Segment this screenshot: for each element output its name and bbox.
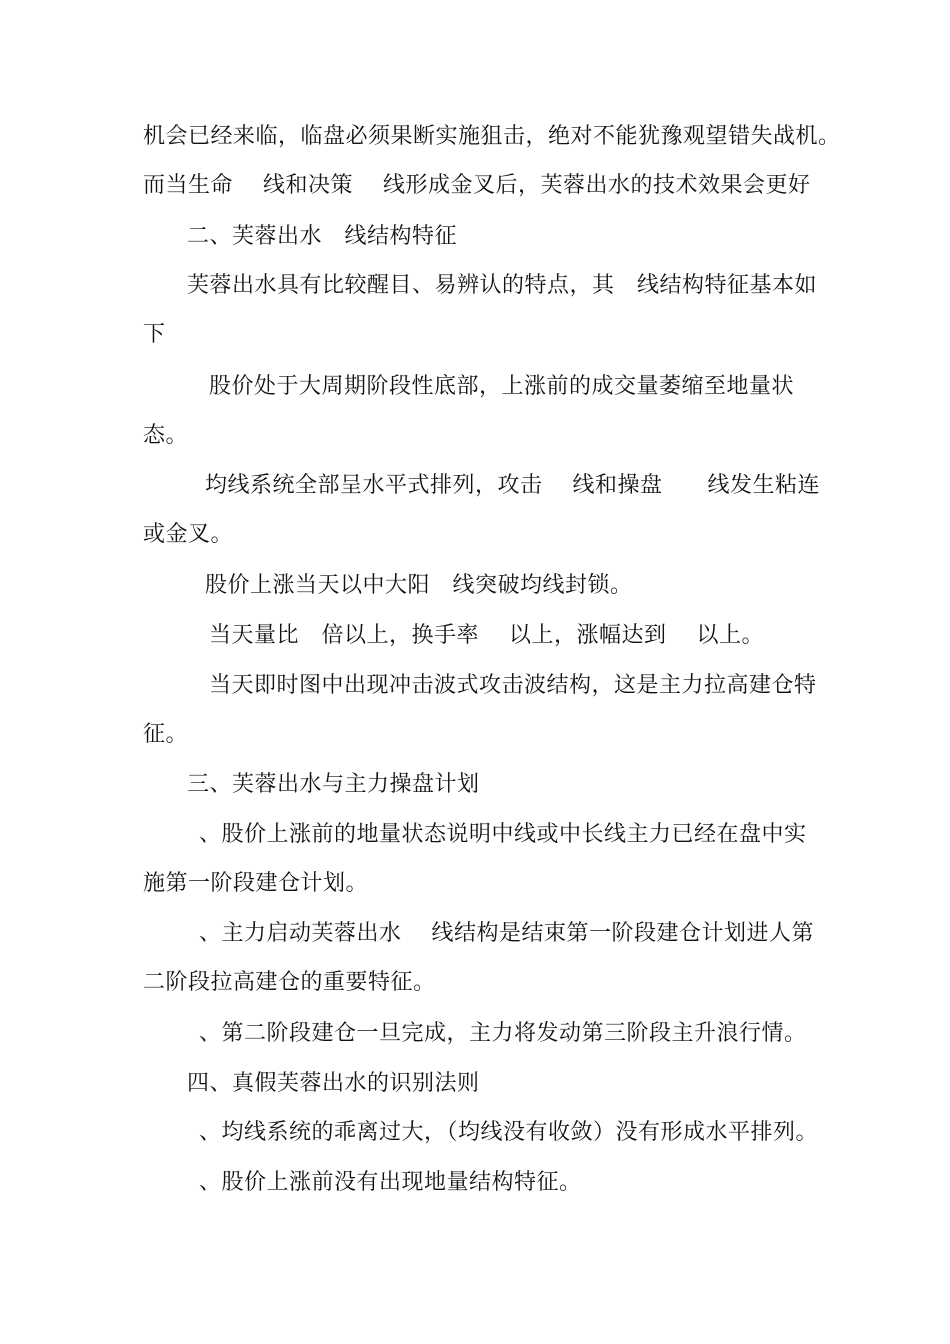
text-line: 、主力启动芙蓉出水 线结构是结束第一阶段建仓计划进人第	[199, 921, 814, 946]
text-line: 当天量比 倍以上，换手率 以上，涨幅达到 以上。	[209, 623, 764, 648]
text-line: 、第二阶段建仓一旦完成，主力将发动第三阶段主升浪行情。	[199, 1021, 807, 1046]
text-line: 芙蓉出水具有比较醒目、易辨认的特点，其 线结构特征基本如	[187, 273, 818, 298]
text-line: 态。	[143, 423, 189, 448]
text-line: 当天即时图中出现冲击波式攻击波结构，这是主力拉高建仓特	[209, 673, 817, 698]
text-line: 、股价上涨前的地量状态说明中线或中长线主力已经在盘中实	[199, 822, 807, 847]
text-line: 征。	[143, 722, 189, 747]
text-line: 股价上涨当天以中大阳 线突破均线封锁。	[205, 573, 633, 598]
text-line: 或金叉。	[143, 522, 234, 547]
text-line: 下	[143, 322, 166, 347]
text-line: 均线系统全部呈水平式排列，攻击 线和操盘 线发生粘连	[205, 473, 820, 498]
text-line: 而当生命 线和决策 线形成金叉后，芙蓉出水的技术效果会更好	[143, 173, 811, 198]
text-line: 机会已经来临，临盘必须果断实施狙击，绝对不能犹豫观望错失战机。	[143, 124, 841, 149]
text-line: 二阶段拉高建仓的重要特征。	[143, 970, 436, 995]
text-line: 施第一阶段建仓计划。	[143, 871, 369, 896]
text-line: 、均线系统的乖离过大，（均线没有收敛）没有形成水平排列。	[199, 1120, 819, 1145]
text-line: 、股价上涨前没有出现地量结构特征。	[199, 1170, 582, 1195]
section-heading-3: 三、芙蓉出水与主力操盘计划	[187, 772, 480, 797]
text-line: 股价处于大周期阶段性底部，上涨前的成交量萎缩至地量状	[209, 374, 795, 399]
section-heading-2: 二、芙蓉出水 线结构特征	[187, 224, 458, 249]
section-heading-4: 四、真假芙蓉出水的识别法则	[187, 1071, 480, 1096]
